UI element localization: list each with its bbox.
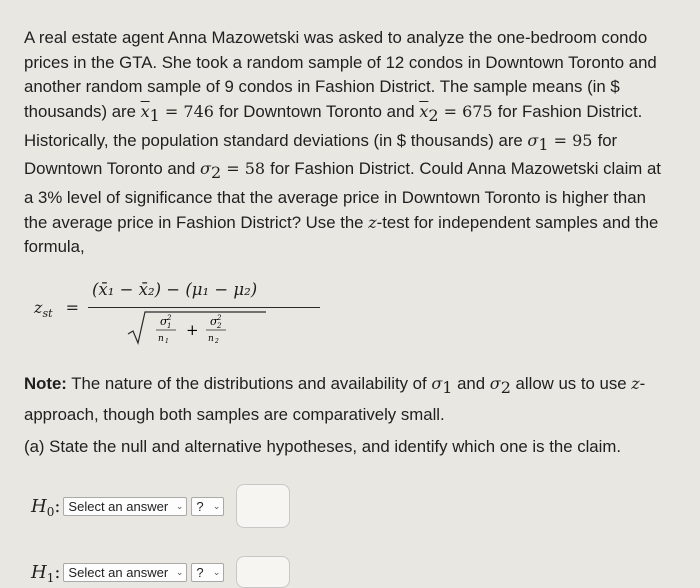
note-line: approach, though both samples are comparatively small. (24, 405, 445, 425)
problem-text: for Downtown Toronto and (219, 101, 415, 121)
problem-text: for Fashion District. (497, 101, 643, 121)
problem-line: another random sample of 9 condos in Fashion District. The sample means (in $ (24, 77, 620, 97)
problem-text: -test for independent samples and the (376, 212, 659, 232)
math-value: = 58 (221, 159, 271, 179)
svg-text:2: 2 (217, 322, 222, 330)
select-value: Select an answer (68, 498, 169, 514)
note-label: Note: (24, 374, 67, 393)
problem-line: formula, (24, 237, 85, 257)
math-xbar2: $\overline{x}_2$ (419, 101, 439, 125)
math-z: z (368, 212, 377, 232)
chevron-down-icon: ⌄ (175, 566, 184, 577)
math-xbar1: $\overline{x}_1$ (140, 101, 160, 125)
h1-label: $H_1$: (31, 561, 61, 585)
part-a-prompt: (a) State the null and alternative hypotheses, and identify which one is the claim. (24, 437, 622, 456)
chevron-down-icon: ⌄ (212, 500, 221, 511)
h1-operator-select[interactable] (191, 563, 224, 582)
chevron-down-icon: ⌄ (212, 566, 221, 577)
h1-row (31, 556, 290, 588)
note-text: allow us to use (510, 374, 632, 393)
note-text: The nature of the distributions and availability of (66, 374, 432, 393)
math-sigma2: $\sigma_2$ (200, 159, 222, 183)
h0-row (31, 484, 290, 528)
formula-denominator (126, 310, 266, 346)
z-test-formula (34, 272, 334, 345)
problem-text: the average price in Fashion District? Use the (24, 212, 364, 232)
select-value: Select an answer (68, 564, 169, 580)
svg-text:2: 2 (217, 314, 222, 322)
svg-text:n: n (208, 334, 214, 344)
svg-text:2: 2 (215, 338, 219, 345)
svg-text:1: 1 (165, 338, 169, 345)
svg-text:σ: σ (210, 315, 218, 328)
svg-text:n: n (158, 334, 164, 344)
note-line (24, 370, 684, 401)
problem-line (24, 129, 692, 158)
fraction-bar (88, 307, 320, 308)
math-sigma1: $\sigma_1$ (527, 130, 549, 154)
math-z: z (631, 374, 640, 393)
note-text: and (452, 374, 490, 393)
h0-operator-select[interactable] (191, 497, 224, 516)
h1-parameter-select[interactable] (63, 563, 187, 582)
math-sigma1: $\sigma_1$ (431, 374, 453, 398)
problem-text: Downtown Toronto and (24, 159, 196, 179)
math-value: = 746 (159, 101, 220, 121)
problem-text: for (597, 130, 618, 150)
svg-text:1: 1 (167, 322, 172, 330)
problem-text: thousands) are (24, 101, 136, 121)
chevron-down-icon: ⌄ (175, 500, 184, 511)
note-text: - (639, 374, 646, 393)
h0-value-input[interactable] (236, 484, 290, 528)
math-value: = 675 (438, 101, 498, 121)
problem-line (24, 211, 692, 236)
formula-lhs: $z_{st}$ = (34, 298, 80, 321)
problem-text: Historically, the population standard deviations (in $ thousands) are (24, 130, 523, 150)
problem-line: A real estate agent Anna Mazowetski was asked to analyze the one-bedroom condo (24, 28, 648, 47)
problem-statement (24, 26, 692, 260)
svg-text:+: + (186, 321, 199, 339)
note-paragraph (24, 370, 684, 428)
problem-line (24, 157, 692, 186)
problem-line (24, 100, 692, 129)
svg-text:2: 2 (167, 314, 172, 322)
problem-line: prices in the GTA. She took a random sample of 12 condos in Downtown Toronto and (24, 52, 657, 72)
select-value: ? (196, 564, 204, 580)
problem-line: a 3% level of significance that the average price in Downtown Toronto is higher than (24, 188, 646, 208)
math-sigma2: $\sigma_2$ (489, 374, 511, 398)
problem-text: for Fashion District. Could Anna Mazowetski claim at (270, 159, 661, 179)
select-value: ? (196, 498, 204, 514)
math-value: = 95 (548, 130, 598, 150)
svg-text:σ: σ (160, 315, 168, 328)
h0-label: $H_0$: (31, 495, 61, 519)
h0-parameter-select[interactable] (63, 497, 187, 516)
h1-value-input[interactable] (236, 556, 290, 588)
formula-numerator: (x̄₁ − x̄₂) − (μ₁ − μ₂) (92, 280, 258, 299)
